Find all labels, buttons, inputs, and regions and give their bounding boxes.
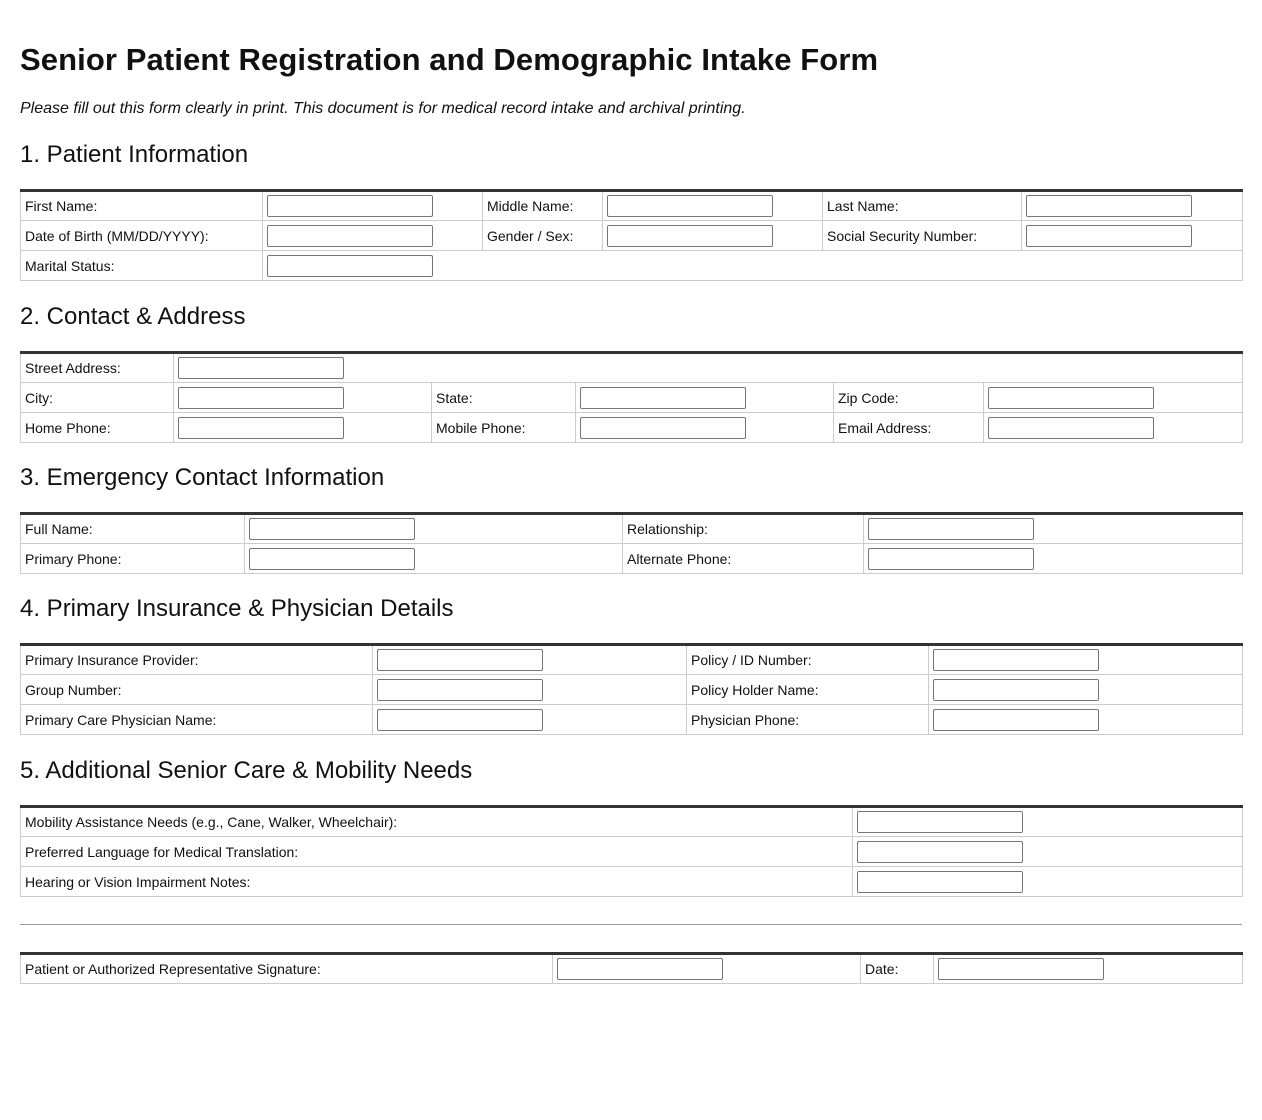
impairment-notes-label: Hearing or Vision Impairment Notes: bbox=[21, 867, 853, 897]
marital-status-field[interactable] bbox=[267, 255, 433, 277]
ec-relationship-field[interactable] bbox=[868, 518, 1034, 540]
email-label: Email Address: bbox=[834, 413, 984, 443]
dob-field[interactable] bbox=[267, 225, 433, 247]
first-name-label: First Name: bbox=[21, 191, 263, 221]
date-label: Date: bbox=[861, 954, 934, 984]
mobile-phone-field[interactable] bbox=[580, 417, 746, 439]
state-label: State: bbox=[432, 383, 576, 413]
group-number-label: Group Number: bbox=[21, 675, 373, 705]
ec-relationship-label: Relationship: bbox=[623, 514, 864, 544]
table-row bbox=[21, 221, 1243, 251]
insurance-provider-label: Primary Insurance Provider: bbox=[21, 645, 373, 675]
dob-label: Date of Birth (MM/DD/YYYY): bbox=[21, 221, 263, 251]
section-heading-insurance: 4. Primary Insurance & Physician Details bbox=[20, 595, 454, 622]
section-heading-senior-care: 5. Additional Senior Care & Mobility Needs bbox=[20, 757, 473, 784]
last-name-label: Last Name: bbox=[823, 191, 1022, 221]
table-row bbox=[21, 514, 1243, 544]
gender-field[interactable] bbox=[607, 225, 773, 247]
ssn-field[interactable] bbox=[1026, 225, 1192, 247]
ec-full-name-label: Full Name: bbox=[21, 514, 245, 544]
section-heading-contact-address: 2. Contact & Address bbox=[20, 303, 246, 330]
emergency-contact-table bbox=[20, 512, 1243, 574]
table-row bbox=[21, 383, 1243, 413]
table-row bbox=[21, 954, 1243, 984]
table-row bbox=[21, 413, 1243, 443]
street-address-label: Street Address: bbox=[21, 353, 174, 383]
physician-phone-label: Physician Phone: bbox=[687, 705, 929, 735]
form-instructions: Please fill out this form clearly in print. This document is for medical record intake and archival printing. bbox=[20, 100, 746, 117]
street-address-field[interactable] bbox=[178, 357, 344, 379]
preferred-language-field[interactable] bbox=[857, 841, 1023, 863]
section-heading-emergency-contact: 3. Emergency Contact Information bbox=[20, 464, 385, 491]
table-row bbox=[21, 675, 1243, 705]
table-row bbox=[21, 544, 1243, 574]
signature-label: Patient or Authorized Representative Signature: bbox=[21, 954, 553, 984]
middle-name-field[interactable] bbox=[607, 195, 773, 217]
policy-id-field[interactable] bbox=[933, 649, 1099, 671]
physician-name-field[interactable] bbox=[377, 709, 543, 731]
marital-status-label: Marital Status: bbox=[21, 251, 263, 281]
state-field[interactable] bbox=[580, 387, 746, 409]
table-row bbox=[21, 353, 1243, 383]
contact-address-table bbox=[20, 351, 1243, 443]
physician-name-label: Primary Care Physician Name: bbox=[21, 705, 373, 735]
table-row bbox=[21, 705, 1243, 735]
signature-table bbox=[20, 952, 1243, 984]
ec-alternate-phone-label: Alternate Phone: bbox=[623, 544, 864, 574]
first-name-field[interactable] bbox=[267, 195, 433, 217]
date-field[interactable] bbox=[938, 958, 1104, 980]
policy-id-label: Policy / ID Number: bbox=[687, 645, 929, 675]
middle-name-label: Middle Name: bbox=[483, 191, 603, 221]
group-number-field[interactable] bbox=[377, 679, 543, 701]
home-phone-label: Home Phone: bbox=[21, 413, 174, 443]
insurance-table bbox=[20, 643, 1243, 735]
table-row bbox=[21, 867, 1243, 897]
ec-full-name-field[interactable] bbox=[249, 518, 415, 540]
patient-info-table bbox=[20, 189, 1243, 281]
senior-care-table bbox=[20, 805, 1243, 897]
mobility-needs-label: Mobility Assistance Needs (e.g., Cane, Walker, Wheelchair): bbox=[21, 807, 853, 837]
table-row bbox=[21, 645, 1243, 675]
preferred-language-label: Preferred Language for Medical Translation: bbox=[21, 837, 853, 867]
last-name-field[interactable] bbox=[1026, 195, 1192, 217]
table-row bbox=[21, 837, 1243, 867]
email-field[interactable] bbox=[988, 417, 1154, 439]
table-row bbox=[21, 251, 1243, 281]
section-divider bbox=[20, 924, 1242, 925]
insurance-provider-field[interactable] bbox=[377, 649, 543, 671]
city-field[interactable] bbox=[178, 387, 344, 409]
mobile-phone-label: Mobile Phone: bbox=[432, 413, 576, 443]
zip-code-label: Zip Code: bbox=[834, 383, 984, 413]
signature-field[interactable] bbox=[557, 958, 723, 980]
ec-primary-phone-label: Primary Phone: bbox=[21, 544, 245, 574]
policy-holder-field[interactable] bbox=[933, 679, 1099, 701]
zip-code-field[interactable] bbox=[988, 387, 1154, 409]
physician-phone-field[interactable] bbox=[933, 709, 1099, 731]
ec-alternate-phone-field[interactable] bbox=[868, 548, 1034, 570]
page-title: Senior Patient Registration and Demographic Intake Form bbox=[20, 42, 879, 77]
ec-primary-phone-field[interactable] bbox=[249, 548, 415, 570]
gender-label: Gender / Sex: bbox=[483, 221, 603, 251]
mobility-needs-field[interactable] bbox=[857, 811, 1023, 833]
impairment-notes-field[interactable] bbox=[857, 871, 1023, 893]
city-label: City: bbox=[21, 383, 174, 413]
table-row bbox=[21, 191, 1243, 221]
ssn-label: Social Security Number: bbox=[823, 221, 1022, 251]
table-row bbox=[21, 807, 1243, 837]
home-phone-field[interactable] bbox=[178, 417, 344, 439]
policy-holder-label: Policy Holder Name: bbox=[687, 675, 929, 705]
section-heading-patient-info: 1. Patient Information bbox=[20, 141, 249, 168]
